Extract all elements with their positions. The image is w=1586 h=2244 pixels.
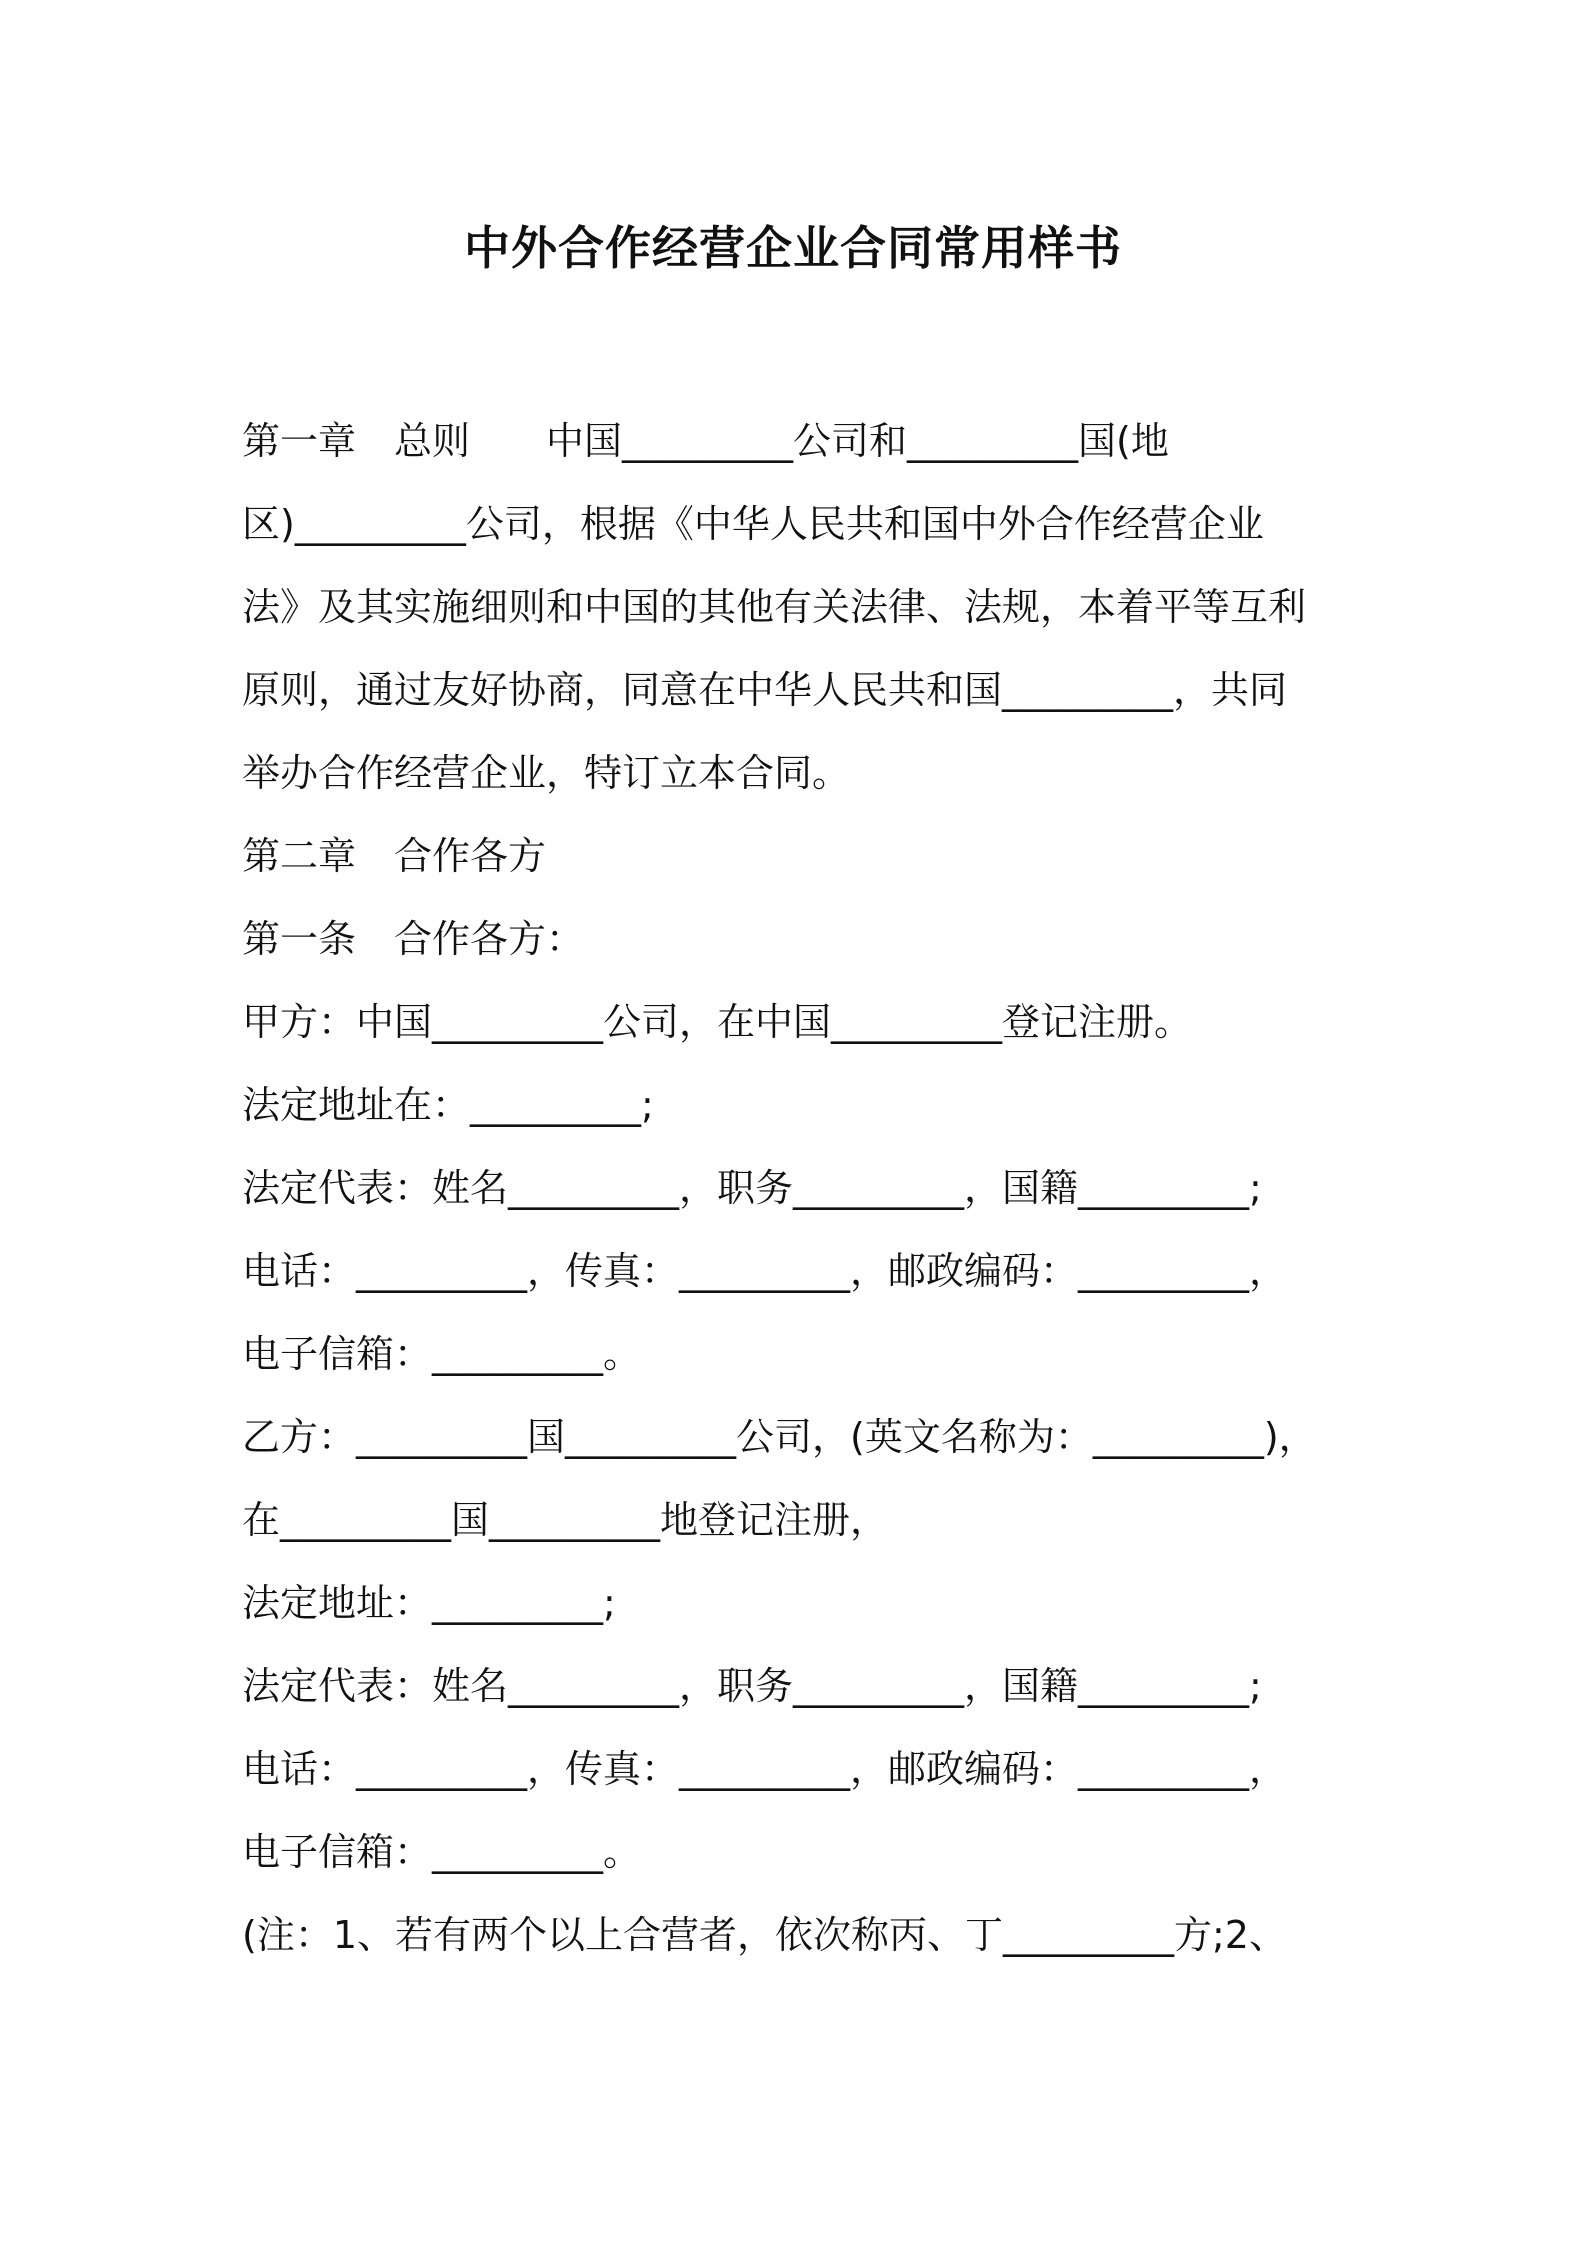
party-b-line: 乙方：_________国_________公司，(英文名称为：_________)， <box>242 1415 1317 1459</box>
document-body <box>242 400 1382 1977</box>
text-line: 第一章 总则 中国_________公司和_________国(地 <box>242 419 1169 463</box>
chapter-heading: 第二章 合作各方 <box>242 834 547 878</box>
text-line: 原则，通过友好协商，同意在中华人民共和国_________，共同 <box>242 668 1288 712</box>
party-b-registration: 在_________国_________地登记注册， <box>242 1498 889 1542</box>
document-title: 中外合作经营企业合同常用样书 <box>464 221 1122 275</box>
note-line: (注：1、若有两个以上合营者，依次称丙、丁_________方;2、 <box>242 1913 1287 1957</box>
text-line: 法》及其实施细则和中国的其他有关法律、法规，本着平等互利 <box>242 585 1307 629</box>
article-heading: 第一条 合作各方： <box>242 917 585 961</box>
party-b-email: 电子信箱：_________。 <box>242 1830 642 1874</box>
party-b-address: 法定地址：_________; <box>242 1581 616 1625</box>
party-a-representative: 法定代表：姓名_________，职务_________，国籍_________; <box>242 1166 1262 1210</box>
party-a-contact: 电话：_________，传真：_________，邮政编码：_________， <box>242 1249 1288 1293</box>
party-b-contact: 电话：_________，传真：_________，邮政编码：_________， <box>242 1747 1288 1791</box>
text-line: 区)_________公司，根据《中华人民共和国中外合作经营企业 <box>242 502 1264 546</box>
party-a-address: 法定地址在：_________; <box>242 1083 654 1127</box>
party-a-line: 甲方：中国_________公司，在中国_________登记注册。 <box>242 1000 1193 1044</box>
party-b-representative: 法定代表：姓名_________，职务_________，国籍_________; <box>242 1664 1262 1708</box>
party-a-email: 电子信箱：_________。 <box>242 1332 642 1376</box>
text-line: 举办合作经营企业，特订立本合同。 <box>242 751 851 795</box>
